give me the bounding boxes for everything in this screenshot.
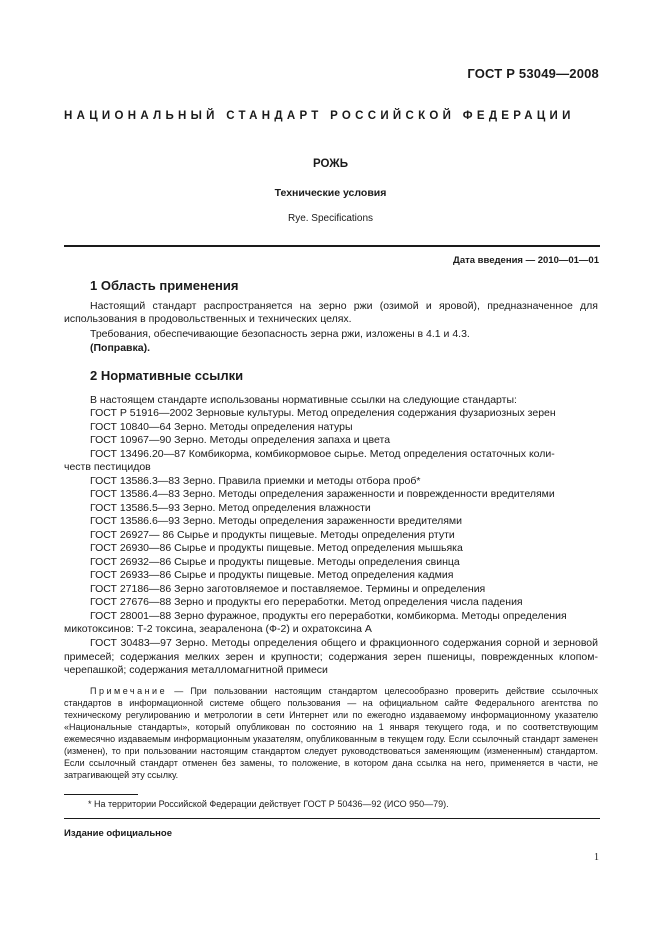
reference-item: ГОСТ 10967—90 Зерно. Методы определения запаха и цвета (90, 434, 391, 446)
section-1-heading: 1 Область применения (90, 278, 239, 293)
reference-item: ГОСТ Р 51916—2002 Зерновые культуры. Метод определения содержания фузариозных зерен (90, 407, 556, 419)
document-title: РОЖЬ (313, 158, 348, 170)
reference-item: ГОСТ 30483—97 Зерно. Методы определения общего и фракционного содержания сорной и зерновой примесей; содержания мелких зерен и крупности; содержания зерен пшеницы, поврежденных клопом-черепашкой; содержания металломагнитной примеси (64, 637, 598, 676)
reference-item: ГОСТ 27676—88 Зерно и продукты его переработки. Метод определения числа падения (90, 596, 523, 608)
reference-item: ГОСТ 13586.6—93 Зерно. Методы определения зараженности вредителями (90, 515, 463, 527)
section-1-amendment: (Поправка). (90, 342, 151, 354)
reference-item: ГОСТ 10840—64 Зерно. Методы определения натуры (90, 421, 353, 433)
reference-item: ГОСТ 28001—88 Зерно фуражное, продукты его переработки, комбикорма. Методы определения (90, 610, 567, 622)
section-1-paragraph-2: Требования, обеспечивающие безопасность зерна ржи, изложены в 4.1 и 4.3. (90, 328, 470, 340)
reference-item-continuation: честв пестицидов (64, 461, 151, 473)
reference-item-continuation: микотоксинов: Т-2 токсина, зеараленона (Ф-2) и охратоксина А (64, 623, 372, 635)
reference-item: ГОСТ 13496.20—87 Комбикорма, комбикормовое сырье. Метод определения остаточных коли- (90, 448, 555, 460)
introduction-date: Дата введения — 2010—01—01 (453, 255, 599, 266)
note-block (64, 685, 598, 781)
document-code: ГОСТ Р 53049—2008 (467, 66, 599, 81)
reference-item: ГОСТ 13586.5—93 Зерно. Метод определения влажности (90, 502, 371, 514)
edition-label: Издание официальное (64, 828, 172, 839)
reference-item: ГОСТ 26927— 86 Сырье и продукты пищевые. Методы определения ртути (90, 529, 455, 541)
reference-item: ГОСТ 27186—86 Зерно заготовляемое и поставляемое. Термины и определения (90, 583, 486, 595)
reference-item: ГОСТ 26933—86 Сырье и продукты пищевые. Метод определения кадмия (90, 569, 454, 581)
page-number: 1 (594, 852, 599, 863)
note-text: — При пользовании настоящим стандартом целесообразно проверить действие ссылочных стандартов в информационной системе общего пользования — на официальном сайте Федерального агентства по техническому регулированию и метрологии в сети Интернет или по ежегодно издаваемому информационному указателю «Национальные стандарты», который опубликован по состоянию на 1 января текущего года, и по соответствующим ежемесячно издаваемым информационным указателям, опубликованным в текущем году. Если ссылочный стандарт заменен (изменен), то при пользовании настоящим стандартом следует руководствоваться заменяющим (измененным) стандартом. Если ссылочный стандарт отменен без замены, то положение, в котором дана ссылка на него, применяется в части, не затрагивающей эту ссылку. (64, 686, 598, 780)
section-1-paragraph-1: Настоящий стандарт распространяется на зерно ржи (озимой и яровой), предназначенное для использования в продовольственных и технических целях. (64, 300, 598, 325)
section-2-intro: В настоящем стандарте использованы нормативные ссылки на следующие стандарты: (90, 394, 517, 406)
footnote: * На территории Российской Федерации действует ГОСТ Р 50436—92 (ИСО 950—79). (88, 799, 449, 809)
footnote-divider (64, 794, 138, 795)
section-2-heading: 2 Нормативные ссылки (90, 368, 244, 383)
reference-item: ГОСТ 13586.3—83 Зерно. Правила приемки и методы отбора проб* (90, 475, 421, 487)
national-standard-banner: НАЦИОНАЛЬНЫЙ СТАНДАРТ РОССИЙСКОЙ ФЕДЕРАЦИИ (64, 110, 575, 122)
header-divider (64, 245, 600, 247)
reference-item: ГОСТ 13586.4—83 Зерно. Методы определения зараженности и поврежденности вредителями (90, 488, 555, 500)
document-title-english: Rye. Specifications (287, 213, 374, 224)
document-subtitle: Технические условия (274, 187, 387, 199)
reference-item: ГОСТ 26930—86 Сырье и продукты пищевые. Метод определения мышьяка (90, 542, 463, 554)
note-label: Примечание (90, 686, 168, 696)
reference-item: ГОСТ 26932—86 Сырье и продукты пищевые. Методы определения свинца (90, 556, 460, 568)
footer-divider (64, 818, 600, 819)
